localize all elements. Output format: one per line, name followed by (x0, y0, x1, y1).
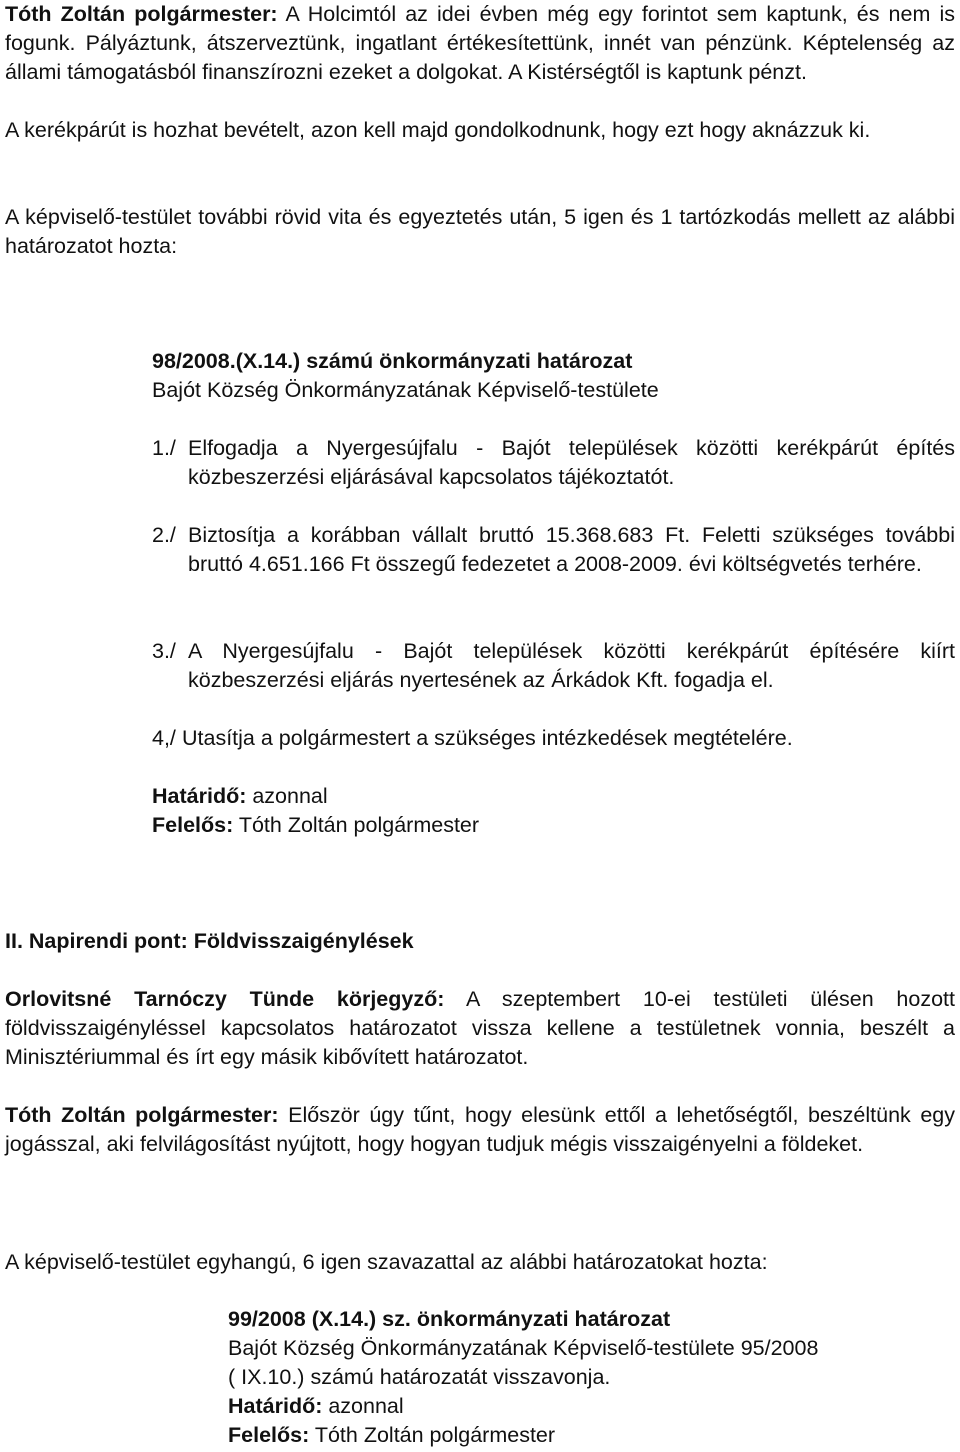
responsible-line-99 (228, 1421, 955, 1450)
item-text: Biztosítja a korábban vállalt bruttó 15.368.683 Ft. Feletti szükséges további bruttó 4.651.166 Ft összegű fedezetet a 2008-2009. évi költségvetés terhére. (188, 523, 955, 576)
item-number: 3./ (152, 639, 176, 663)
agenda-heading-text: II. Napirendi pont: Földvisszaigénylések (5, 929, 414, 953)
paragraph-text: A szeptembert 10-ei testületi ülésen hozott földvisszaigényléssel kapcsolatos határozatot vissza kellene a testületnek vonnia, beszélt a Minisztériummal és írt egy másik kibővített határozatot. (5, 987, 955, 1069)
speaker-name: Orlovitsné Tarnóczy Tünde körjegyző: (5, 987, 445, 1011)
item-text: A Nyergesújfalu - Bajót települések közötti kerékpárút építésére kiírt közbeszerzési eljárás nyertesének az Árkádok Kft. fogadja el. (188, 639, 955, 692)
paragraph-text: A képviselő-testület egyhangú, 6 igen szavazattal az alábbi határozatokat hozta: (5, 1250, 768, 1274)
resolution-item-3 (152, 637, 955, 695)
item-number: 2./ (152, 523, 176, 547)
paragraph-notary-statement (5, 985, 955, 1072)
paragraph-text: A Holcimtól az idei évben még egy forintot sem kaptunk, és nem is fogunk. Pályáztunk, átszerveztünk, ingatlant értékesítettünk, innét van pénzünk. Képtelenség az állami támogatásból finanszírozni ezeket a dolgokat. A Kistérségtől is kaptunk pénzt. (5, 2, 955, 84)
responsible-value: Tóth Zoltán polgármester (233, 813, 480, 837)
paragraph-text: A képviselő-testület további rövid vita és egyeztetés után, 5 igen és 1 tartózkodás mellett az alábbi határozatot hozta: (5, 205, 955, 258)
speaker-name: Tóth Zoltán polgármester: (5, 1103, 279, 1127)
paragraph-bike-path (5, 116, 955, 145)
paragraph-vote-intro-2 (5, 1248, 955, 1277)
resolution-title-text: számú önkormányzati határozat (300, 349, 633, 373)
responsible-label: Felelős: (228, 1423, 310, 1447)
responsible-value: Tóth Zoltán polgármester (309, 1423, 556, 1447)
paragraph-vote-intro (5, 203, 955, 261)
deadline-value: azonnal (246, 784, 328, 808)
item-number: 1./ (152, 436, 176, 460)
resolution-number: 98/2008.(X.14.) (152, 349, 301, 373)
paragraph-text: Először úgy tűnt, hogy elesünk ettől a lehetőségtől, beszéltünk egy jogásszal, aki felvilágosítást nyújtott, hogy hogyan tudjuk mégis visszaigényelni a földeket. (5, 1103, 956, 1156)
resolution-99-title-text: 99/2008 (X.14.) sz. önkormányzati határozat (228, 1307, 671, 1331)
item-number: 4,/ (152, 726, 176, 750)
resolution-99-text: ( IX.10.) számú határozatát visszavonja. (228, 1365, 611, 1389)
paragraph-mayor-statement-2 (5, 1101, 955, 1159)
speaker-name: Tóth Zoltán polgármester: (5, 2, 278, 26)
deadline-value: azonnal (322, 1394, 404, 1418)
resolution-body-text: Bajót Község Önkormányzatának Képviselő-testülete (152, 378, 659, 402)
resolution-99-title (228, 1305, 955, 1334)
responsible-label: Felelős: (152, 813, 234, 837)
responsible-line (152, 811, 952, 840)
resolution-body (152, 376, 952, 405)
deadline-line (152, 782, 952, 811)
deadline-label: Határidő: (152, 784, 247, 808)
item-text: Elfogadja a Nyergesújfalu - Bajót települések közötti kerékpárút építés közbeszerzési eljárásával kapcsolatos tájékoztatót. (188, 436, 955, 489)
resolution-99-text: Bajót Község Önkormányzatának Képviselő-testülete 95/2008 (228, 1336, 819, 1360)
paragraph-text: A kerékpárút is hozhat bevételt, azon kell majd gondolkodnunk, hogy ezt hogy aknázzuk ki. (5, 118, 871, 142)
item-text: Utasítja a polgármestert a szükséges intézkedések megtételére. (182, 726, 793, 750)
deadline-line-99 (228, 1392, 955, 1421)
paragraph-mayor-statement (5, 0, 955, 87)
resolution-99-line2 (228, 1363, 955, 1392)
resolution-title (152, 347, 952, 376)
agenda-heading (5, 927, 955, 956)
resolution-item-2 (152, 521, 955, 579)
resolution-99-line1 (228, 1334, 955, 1363)
resolution-item-4 (152, 724, 955, 753)
deadline-label: Határidő: (228, 1394, 323, 1418)
resolution-item-1 (152, 434, 955, 492)
